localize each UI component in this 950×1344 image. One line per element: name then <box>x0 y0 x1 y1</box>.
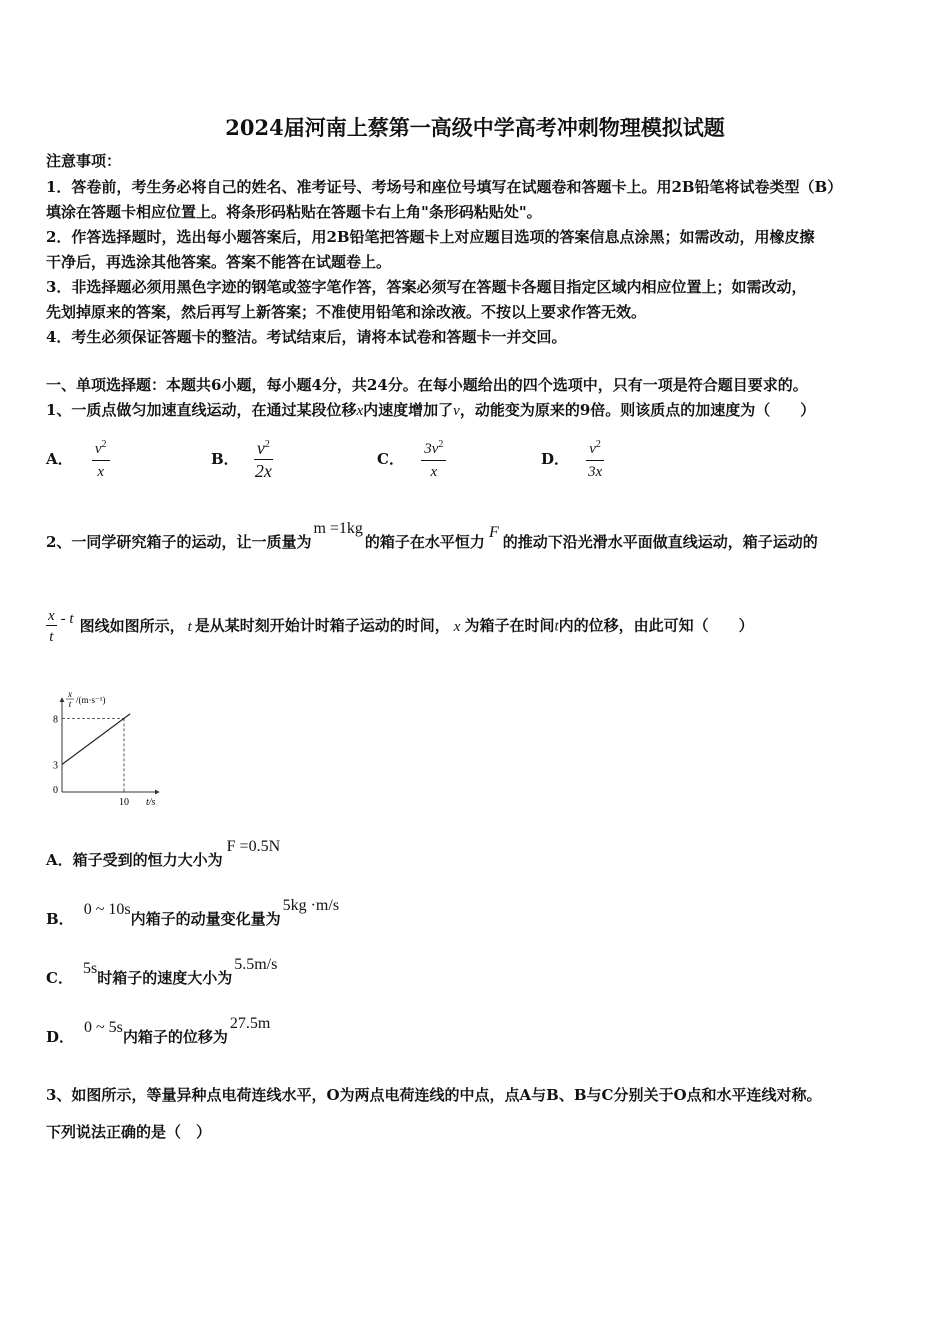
y-tick-label: 3 <box>53 760 58 772</box>
q1-option-b[interactable]: B． $\frac{v^2}{2x}$ <box>211 438 272 481</box>
q2-option-b[interactable]: B．0 ~ 10s内箱子的动量变化量为5kg ·m/s <box>46 897 340 928</box>
question-3-stem-line1: 3、如图所示，等量异种点电荷连线水平，O为两点电荷连线的中点，点A与B、B与C分别关于O点和水平连线对称。 <box>46 1086 822 1104</box>
q2-option-c[interactable]: C．5s时箱子的速度大小为5.5m/s <box>46 956 278 987</box>
notice-line: 先划掉原来的答案，然后再写上新答案；不准使用铅笔和涂改液。不按以上要求作答无效。 <box>46 303 647 321</box>
y-tick-label: 8 <box>53 714 58 726</box>
section-heading: 一、单项选择题：本题共6小题，每小题4分，共24分。在每小题给出的四个选项中，只有一项是符合题目要求的。 <box>46 376 808 394</box>
question-3-stem-line2: 下列说法正确的是（ ） <box>46 1123 212 1141</box>
notice-line: 1．答卷前，考生务必将自己的姓名、准考证号、考场号和座位号填写在试题卷和答题卡上。用2B铅笔将试卷类型（B） <box>46 178 843 196</box>
x-tick-label: 10 <box>119 797 129 808</box>
q1-option-a[interactable]: A． $\frac{v^2}{x}$ <box>46 436 110 481</box>
notice-line: 4．考生必须保证答题卡的整洁。考试结束后，请将本试卷和答题卡一并交回。 <box>46 328 567 346</box>
y-axis-label-denominator: t <box>68 699 72 709</box>
x-axis-label: t/s <box>146 797 156 808</box>
graph-svg <box>44 686 184 810</box>
notice-line: 填涂在答题卡相应位置上。将条形码粘贴在答题卡右上角"条形码粘贴处"。 <box>46 203 542 221</box>
y-axis-label-numerator: x <box>68 689 72 699</box>
data-line <box>62 714 130 765</box>
q2-option-d[interactable]: D．0 ~ 5s内箱子的位移为27.5m <box>46 1015 271 1046</box>
notice-heading: 注意事项： <box>46 152 122 170</box>
y-axis-label-unit: /(m·s⁻¹) <box>76 695 106 705</box>
page-title: 2024届河南上蔡第一高级中学高考冲刺物理模拟试题 <box>225 115 725 140</box>
origin-label: 0 <box>53 785 58 796</box>
q1-option-c[interactable]: C． $\frac{3v^2}{x}$ <box>377 436 446 481</box>
notice-line: 2．作答选择题时，选出每小题答案后，用2B铅笔把答题卡上对应题目选项的答案信息点涂黑；如需改动，用橡皮擦 <box>46 228 815 246</box>
q1-option-d[interactable]: D． $\frac{v^2}{3x}$ <box>541 436 604 481</box>
notice-line: 干净后，再选涂其他答案。答案不能答在试题卷上。 <box>46 253 392 271</box>
notice-line: 3．非选择题必须用黑色字迹的钢笔或签字笔作答，答案必须写在答题卡各题目指定区域内相应位置上；如需改动， <box>46 278 807 296</box>
xt-t-graph <box>44 686 184 810</box>
question-1-stem: 1、一质点做匀加速直线运动，在通过某段位移x内速度增加了v，动能变为原来的9倍。则该质点的加速度为（ ） <box>46 401 816 419</box>
question-2-stem-line1: 2、一同学研究箱子的运动，让一质量为m =1kg的箱子在水平恒力F的推动下沿光滑水平面做直线运动，箱子运动的 <box>46 520 818 551</box>
q2-option-a[interactable]: A．箱子受到的恒力大小为F =0.5N <box>46 838 281 869</box>
question-2-stem-line2: $\frac{x}{t}$ - t 图线如图所示， t 是从某时刻开始计时箱子运动的时间， x 为箱子在时间t内的位移，由此可知（ ） <box>48 608 754 645</box>
